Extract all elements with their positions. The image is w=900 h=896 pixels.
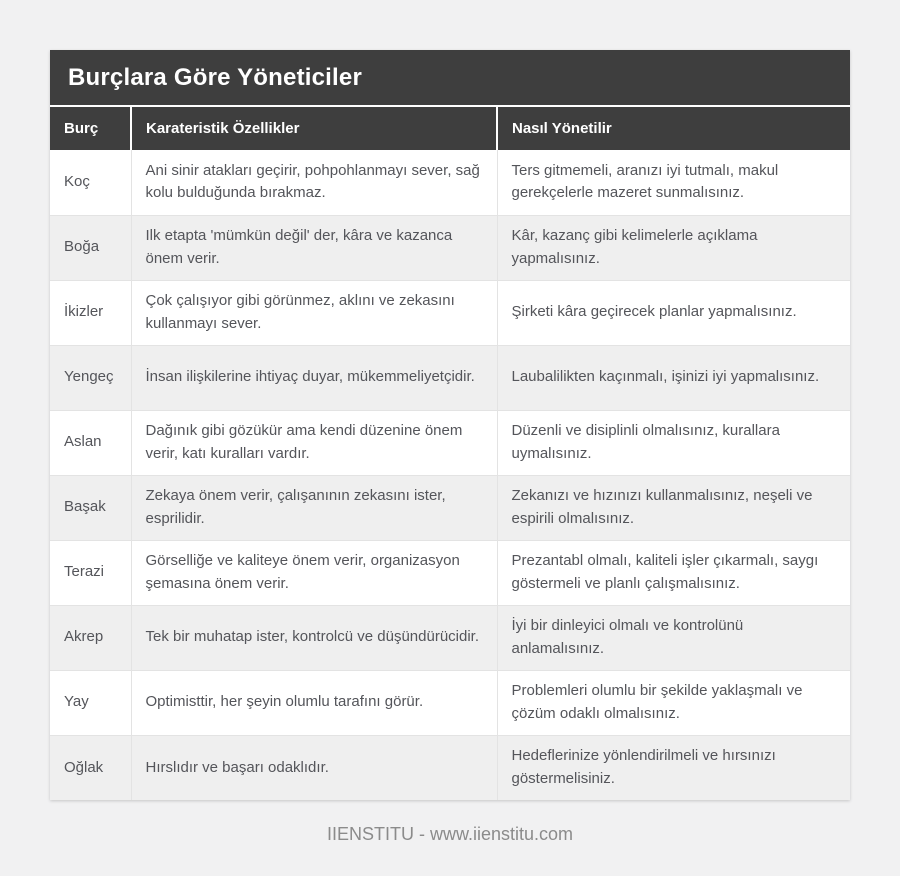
traits-cell: Tek bir muhatap ister, kontrolcü ve düşündürücidir. <box>131 605 497 670</box>
table-row <box>50 215 850 280</box>
traits-cell: Zekaya önem verir, çalışanının zekasını ister, esprilidir. <box>131 475 497 540</box>
table-row <box>50 735 850 800</box>
sign-cell: Yengeç <box>50 345 131 410</box>
manage-cell: Zekanızı ve hızınızı kullanmalısınız, neşeli ve espirili olmalısınız. <box>497 475 850 540</box>
sign-cell: Aslan <box>50 410 131 475</box>
traits-cell: İnsan ilişkilerine ihtiyaç duyar, mükemmeliyetçidir. <box>131 345 497 410</box>
table-row <box>50 475 850 540</box>
table-row <box>50 345 850 410</box>
zodiac-managers-table <box>50 107 850 800</box>
table-row <box>50 410 850 475</box>
column-header-traits: Karateristik Özellikler <box>131 107 497 150</box>
manage-cell: Problemleri olumlu bir şekilde yaklaşmalı ve çözüm odaklı olmalısınız. <box>497 670 850 735</box>
sign-cell: Oğlak <box>50 735 131 800</box>
traits-cell: Görselliğe ve kaliteye önem verir, organizasyon şemasına önem verir. <box>131 540 497 605</box>
traits-cell: Dağınık gibi gözükür ama kendi düzenine önem verir, katı kuralları vardır. <box>131 410 497 475</box>
manage-cell: Ters gitmemeli, aranızı iyi tutmalı, makul gerekçelerle mazeret sunmalısınız. <box>497 150 850 215</box>
traits-cell: Hırslıdır ve başarı odaklıdır. <box>131 735 497 800</box>
sign-cell: Yay <box>50 670 131 735</box>
table-header <box>50 107 850 150</box>
sign-cell: Koç <box>50 150 131 215</box>
sign-cell: Akrep <box>50 605 131 670</box>
column-header-manage: Nasıl Yönetilir <box>497 107 850 150</box>
column-header-sign: Burç <box>50 107 131 150</box>
footer-branding: IIENSTITU - www.iienstitu.com <box>326 824 574 844</box>
traits-cell: Çok çalışıyor gibi görünmez, aklını ve zekasını kullanmayı sever. <box>131 280 497 345</box>
table-row <box>50 605 850 670</box>
manage-cell: Prezantabl olmalı, kaliteli işler çıkarmalı, saygı göstermeli ve planlı çalışmalısınız. <box>497 540 850 605</box>
manage-cell: Kâr, kazanç gibi kelimelerle açıklama yapmalısınız. <box>497 215 850 280</box>
sign-cell: Terazi <box>50 540 131 605</box>
table-body <box>50 150 850 800</box>
traits-cell: Optimisttir, her şeyin olumlu tarafını görür. <box>131 670 497 735</box>
manage-cell: Laubalilikten kaçınmalı, işinizi iyi yapmalısınız. <box>497 345 850 410</box>
page-title: Burçlara Göre Yöneticiler <box>50 50 850 107</box>
header-row <box>50 107 850 150</box>
manage-cell: Hedeflerinize yönlendirilmeli ve hırsınızı göstermelisiniz. <box>497 735 850 800</box>
table-row <box>50 540 850 605</box>
sign-cell: İkizler <box>50 280 131 345</box>
table-row <box>50 670 850 735</box>
traits-cell: Ilk etapta 'mümkün değil' der, kâra ve kazanca önem verir. <box>131 215 497 280</box>
zodiac-managers-card <box>50 50 850 800</box>
manage-cell: Düzenli ve disiplinli olmalısınız, kurallara uymalısınız. <box>497 410 850 475</box>
table-row <box>50 150 850 215</box>
table-row <box>50 280 850 345</box>
manage-cell: İyi bir dinleyici olmalı ve kontrolünü anlamalısınız. <box>497 605 850 670</box>
sign-cell: Başak <box>50 475 131 540</box>
traits-cell: Ani sinir atakları geçirir, pohpohlanmayı sever, sağ kolu bulduğunda bırakmaz. <box>131 150 497 215</box>
sign-cell: Boğa <box>50 215 131 280</box>
manage-cell: Şirketi kâra geçirecek planlar yapmalısınız. <box>497 280 850 345</box>
